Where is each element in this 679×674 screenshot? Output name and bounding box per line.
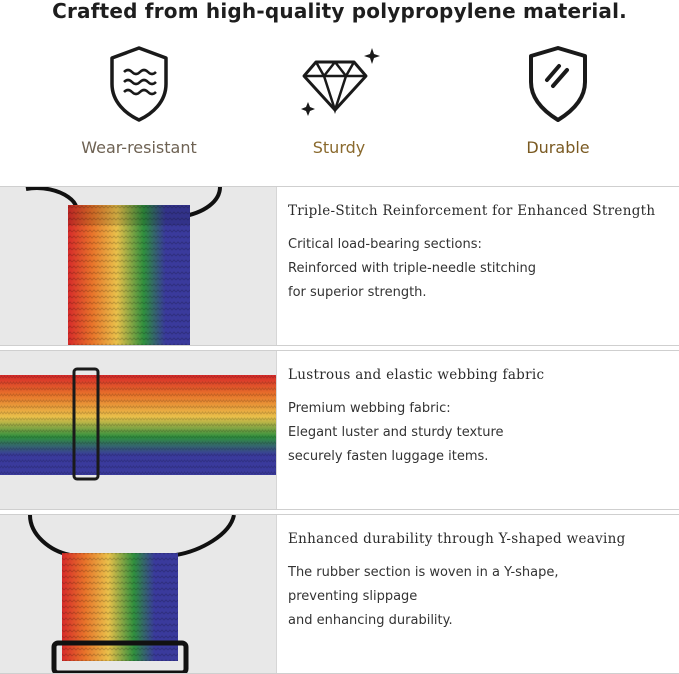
y-weave-photo [0, 515, 277, 673]
panel-body-line: The rubber section is woven in a Y-shape, [288, 565, 559, 580]
panel-body-line: Reinforced with triple-needle stitching [288, 261, 537, 276]
strap-stitching-photo [0, 187, 277, 345]
panel-body-line: Elegant luster and sturdy texture [288, 425, 504, 440]
panel-title: Enhanced durability through Y-shaped weaving [288, 531, 626, 547]
panel-title: Triple-Stitch Reinforcement for Enhanced Strength [288, 203, 656, 219]
feature-label: Sturdy [312, 138, 366, 157]
feature-wear-resistant [64, 44, 214, 157]
webbing-fabric-photo [0, 351, 277, 509]
feature-sturdy [264, 44, 414, 157]
panel-body-line: securely fasten luggage items. [288, 449, 489, 464]
panel-body-line: for superior strength. [288, 285, 427, 300]
panel-webbing-fabric [0, 350, 679, 510]
shield-waves-icon [64, 44, 214, 124]
feature-label: Durable [526, 138, 590, 157]
feature-label: Wear-resistant [81, 138, 197, 157]
shield-slash-icon [483, 44, 633, 124]
diamond-icon [264, 44, 414, 124]
panel-body-line: preventing slippage [288, 589, 418, 604]
panel-title: Lustrous and elastic webbing fabric [288, 367, 545, 383]
panel-body-line: Critical load-bearing sections: [288, 237, 482, 252]
panel-body-line: Premium webbing fabric: [288, 401, 451, 416]
panel-triple-stitch [0, 186, 679, 346]
feature-durable [483, 44, 633, 157]
page-headline: Crafted from high-quality polypropylene material. [52, 0, 627, 23]
panel-body-line: and enhancing durability. [288, 613, 453, 628]
panel-y-shaped-weaving [0, 514, 679, 674]
